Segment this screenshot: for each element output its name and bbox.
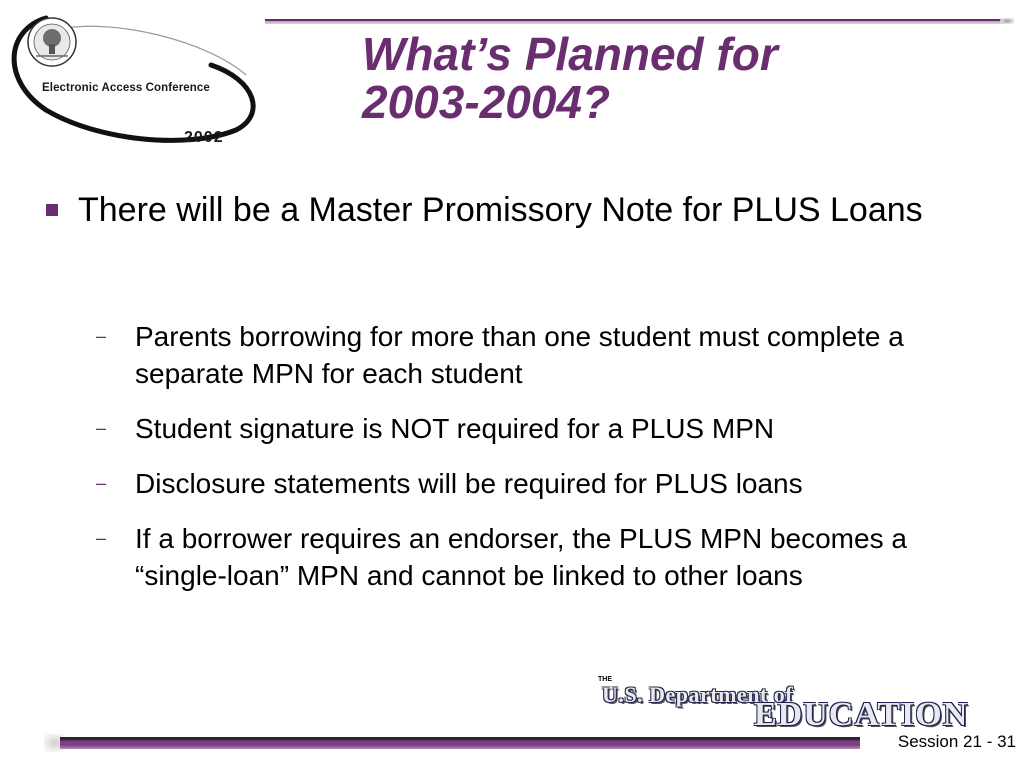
us-department-of-education-logo xyxy=(598,676,998,736)
dash-bullet-icon: – xyxy=(96,528,107,548)
slide-footer: Session 21 - 31 xyxy=(897,732,1016,751)
conference-year: 2002 xyxy=(184,129,224,146)
dash-bullet-icon: – xyxy=(96,473,107,493)
sub-bullet-text: If a borrower requires an endorser, the PLUS MPN becomes a “single-loan” MPN and cannot be linked to other loans xyxy=(135,523,907,591)
ed-logo-department: U.S. Department of xyxy=(602,682,794,707)
top-divider-end xyxy=(1000,18,1014,24)
slide-title-line-1: What’s Planned for xyxy=(362,28,778,80)
conference-name: Electronic Access Conference xyxy=(42,82,210,94)
slide-title-line-2: 2003-2004? xyxy=(362,76,611,128)
dash-bullet-icon: – xyxy=(96,418,107,438)
ed-logo-education: EDUCATION xyxy=(754,696,969,733)
conference-logo xyxy=(6,10,258,150)
top-divider-rule xyxy=(265,19,1005,24)
ed-logo-the: THE xyxy=(598,676,612,683)
sub-bullet-text: Student signature is NOT required for a PLUS MPN xyxy=(135,413,775,444)
slide-title xyxy=(362,30,982,126)
main-bullet-text: There will be a Master Promissory Note for PLUS Loans xyxy=(78,191,923,229)
dash-bullet-icon: – xyxy=(96,326,107,346)
bottom-divider-bar xyxy=(60,737,860,749)
square-bullet-icon xyxy=(46,204,58,216)
sub-bullet-text: Disclosure statements will be required for PLUS loans xyxy=(135,468,803,499)
sub-bullet-text: Parents borrowing for more than one student must complete a separate MPN for each student xyxy=(135,321,904,389)
